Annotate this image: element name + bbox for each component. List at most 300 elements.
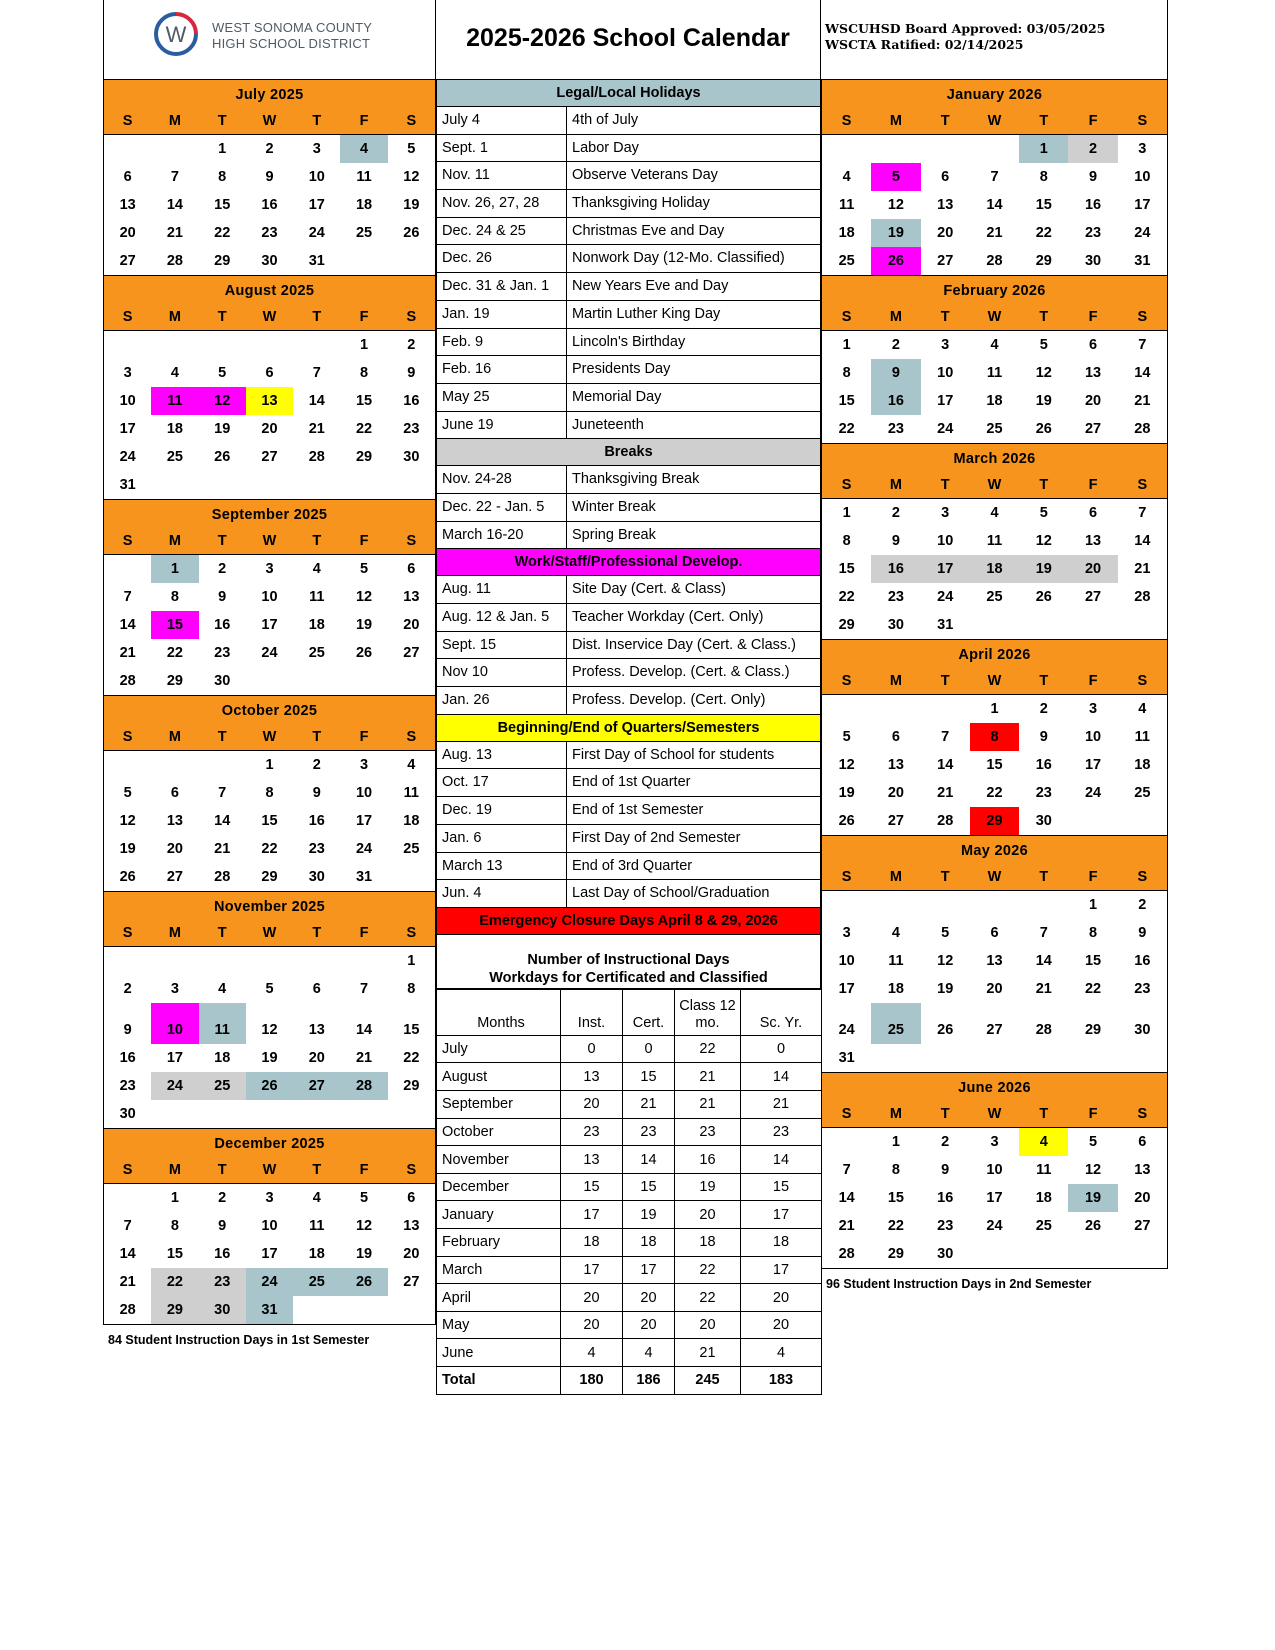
weekday-label: T [217,925,227,941]
weekday-header-row [822,472,1167,499]
day-cell: 17 [1084,757,1102,773]
week-row [822,723,1167,751]
week-row [104,975,435,1003]
weekday-label: M [889,869,902,885]
event-name: Site Day (Cert. & Class) [572,581,726,598]
day-cell [293,667,340,695]
event-row [436,687,821,715]
table-cell: 21 [623,1091,675,1119]
day-cell: 18 [970,555,1019,583]
day-cell: 25 [986,589,1003,605]
weekday-label: S [406,729,417,745]
week-row [822,247,1167,275]
weekday-label: M [168,1162,181,1178]
table-row [437,1035,822,1063]
day-cell [1118,1044,1167,1072]
week-row [822,611,1167,639]
week-row [822,1184,1167,1212]
day-cell: 15 [214,197,231,213]
week-row [822,415,1167,443]
day-cell [104,555,151,583]
day-cell: 31 [308,253,325,269]
event-date: Oct. 17 [437,769,567,796]
day-cell: 16 [937,1190,954,1206]
day-cell: 17 [261,1246,278,1262]
day-cell [871,1044,920,1072]
day-cell: 11 [199,1003,246,1044]
table-row [437,1146,822,1174]
day-cell: 3 [123,365,132,381]
day-cell: 17 [355,813,373,829]
day-cell [822,1128,871,1156]
day-cell: 24 [308,225,325,241]
day-cell [293,1296,340,1324]
day-cell: 27 [986,1022,1003,1038]
day-cell: 6 [265,365,274,381]
day-cell: 17 [1134,197,1151,213]
weekday-label: F [1088,869,1098,885]
day-cell: 13 [246,387,293,415]
day-cell: 2 [218,561,227,577]
district-logo-block [103,0,436,80]
day-cell: 30 [1134,1022,1151,1038]
day-cell: 28 [986,253,1003,269]
day-cell: 27 [166,869,183,885]
week-row [104,639,435,667]
weekday-label: F [1088,477,1098,493]
day-cell: 6 [123,169,132,185]
day-cell: 30 [887,617,904,633]
event-row [436,107,821,135]
month-title: June 2026 [822,1073,1167,1101]
day-cell: 26 [838,813,855,829]
table-cell: 17 [741,1256,822,1284]
day-cell: 17 [308,197,325,213]
month-block [821,80,1168,276]
day-cell: 23 [1035,785,1052,801]
table-cell: 20 [623,1284,675,1312]
table-cell: 22 [675,1284,741,1312]
day-cell: 21 [1134,561,1151,577]
table-cell: 19 [675,1173,741,1201]
day-cell [970,135,1019,163]
table-cell: 15 [623,1173,675,1201]
event-row [436,384,821,412]
day-cell: 31 [937,617,954,633]
table-cell: 20 [561,1284,623,1312]
table-cell: 180 [561,1367,623,1395]
day-cell: 24 [246,1268,293,1296]
day-cell [151,135,198,163]
semester-note-second: 96 Student Instruction Days in 2nd Semester [826,1277,1092,1291]
instructional-days-title-line1: Number of Instructional Days [527,951,730,968]
day-cell: 22 [403,1050,420,1066]
day-cell: 1 [170,1190,179,1206]
table-cell: 20 [561,1311,623,1339]
day-cell [293,471,340,499]
day-cell: 9 [265,169,274,185]
day-cell: 13 [1134,1162,1151,1178]
weekday-label: T [1039,673,1049,689]
table-cell: 15 [561,1173,623,1201]
day-cell: 3 [265,561,274,577]
day-cell: 6 [1138,1134,1147,1150]
day-cell: 9 [123,1022,132,1038]
month-title: March 2026 [822,444,1167,472]
day-cell: 26 [340,1268,387,1296]
day-cell: 19 [119,841,136,857]
day-cell: 4 [170,365,179,381]
day-cell: 3 [265,1190,274,1206]
weekday-label: T [940,1106,950,1122]
day-cell: 9 [941,1162,950,1178]
weekday-label: F [359,729,369,745]
event-name: End of 1st Quarter [572,774,691,791]
day-cell: 5 [265,981,274,997]
weekday-label: M [889,1106,902,1122]
weekday-label: T [217,533,227,549]
event-date: July 4 [437,107,567,134]
day-cell: 14 [119,1246,136,1262]
day-cell [199,331,246,359]
weekday-label: T [940,113,950,129]
day-cell: 15 [261,813,278,829]
event-name: Dist. Inservice Day (Cert. & Class.) [572,636,796,653]
day-cell [1118,1240,1167,1268]
day-cell: 6 [990,925,999,941]
day-cell: 12 [355,1218,373,1234]
day-cell: 8 [170,589,179,605]
day-cell: 15 [403,1022,420,1038]
section-header: Work/Staff/Professional Develop. [436,549,821,576]
day-cell: 8 [218,169,227,185]
day-cell [822,135,871,163]
day-cell: 28 [166,253,183,269]
day-cell: 12 [937,953,954,969]
day-cell: 28 [340,1072,387,1100]
weekday-label: F [359,309,369,325]
weekday-label: T [1039,869,1049,885]
day-cell: 16 [119,1050,136,1066]
event-row [436,135,821,163]
section-header: Breaks [436,439,821,466]
day-cell: 19 [1068,1184,1117,1212]
day-cell [340,667,387,695]
day-cell: 24 [986,1218,1003,1234]
day-cell: 8 [265,785,274,801]
week-row [822,1128,1167,1156]
event-date: Dec. 24 & 25 [437,218,567,245]
event-date: Jun. 4 [437,880,567,907]
day-cell: 27 [293,1072,340,1100]
day-cell: 20 [1068,555,1117,583]
day-cell: 9 [891,533,900,549]
weekday-label: S [406,925,417,941]
day-cell [388,247,435,275]
day-cell: 29 [355,449,373,465]
day-cell [246,947,293,975]
day-cell: 22 [261,841,278,857]
day-cell: 2 [1039,701,1048,717]
event-name: Teacher Workday (Cert. Only) [572,609,764,625]
table-cell: March [437,1256,561,1284]
month-title: August 2025 [104,276,435,304]
week-row [104,1072,435,1100]
day-cell: 2 [312,757,321,773]
table-cell: 4 [623,1339,675,1367]
day-cell: 26 [871,247,920,275]
day-cell [151,1100,198,1128]
day-cell: 2 [1138,897,1147,913]
weekday-label: S [1137,309,1148,325]
day-cell: 10 [1084,729,1102,745]
day-cell: 25 [403,841,420,857]
week-row [822,1212,1167,1240]
weekday-label: S [1137,673,1148,689]
day-cell [246,331,293,359]
table-cell: 4 [741,1339,822,1367]
day-cell: 8 [407,981,416,997]
weekday-label: M [889,673,902,689]
event-date: March 16-20 [437,522,567,549]
day-cell: 29 [166,673,183,689]
day-cell: 7 [842,1162,851,1178]
weekday-header-row [822,864,1167,891]
day-cell: 7 [990,169,999,185]
event-name: End of 3rd Quarter [572,857,693,874]
week-row [822,527,1167,555]
event-date: Nov. 11 [437,162,567,189]
day-cell: 10 [261,1218,278,1234]
weekday-label: F [359,533,369,549]
week-row [104,1100,435,1128]
weekday-header-row [822,1101,1167,1128]
event-name: First Day of 2nd Semester [572,829,741,846]
day-cell: 9 [407,365,416,381]
week-row [104,863,435,891]
day-cell: 2 [1068,135,1117,163]
week-row [104,191,435,219]
table-cell: 0 [561,1035,623,1063]
day-cell: 5 [871,163,920,191]
day-cell: 2 [891,505,900,521]
month-block [103,696,436,892]
day-cell: 8 [170,1218,179,1234]
day-cell: 16 [871,387,920,415]
day-cell: 28 [937,813,954,829]
day-cell: 20 [261,421,278,437]
day-cell: 5 [1039,505,1048,521]
week-row [104,1268,435,1296]
day-cell: 26 [119,869,136,885]
day-cell: 5 [407,141,416,157]
week-row [822,1156,1167,1184]
week-row [104,947,435,975]
table-cell: 18 [561,1229,623,1257]
day-cell: 20 [937,225,954,241]
day-cell: 29 [214,253,231,269]
day-cell: 17 [166,1050,183,1066]
day-cell [104,1184,151,1212]
day-cell: 29 [261,869,278,885]
table-cell: 0 [741,1035,822,1063]
day-cell: 21 [1134,393,1151,409]
month-block [821,444,1168,640]
event-date: Dec. 22 - Jan. 5 [437,494,567,521]
weekday-label: S [406,533,417,549]
day-cell: 7 [941,729,950,745]
weekday-label: W [262,729,277,745]
day-cell: 23 [887,421,904,437]
table-cell: April [437,1284,561,1312]
week-row [104,555,435,583]
day-cell: 31 [246,1296,293,1324]
table-cell: 13 [561,1063,623,1091]
table-cell: 186 [623,1367,675,1395]
day-cell: 8 [1089,925,1098,941]
day-cell: 29 [970,807,1019,835]
day-cell: 11 [838,197,855,213]
weekday-label: W [987,477,1002,493]
table-cell: 20 [741,1284,822,1312]
day-cell: 18 [838,225,855,241]
table-cell: 22 [675,1256,741,1284]
table-cell: 23 [675,1118,741,1146]
district-name [212,20,372,52]
day-cell: 9 [1138,925,1147,941]
event-date: May 25 [437,384,567,411]
table-cell: 23 [623,1118,675,1146]
day-cell: 25 [1035,1218,1052,1234]
day-cell: 20 [403,617,420,633]
day-cell [822,695,871,723]
month-title: October 2025 [104,696,435,724]
column-header: Sc. Yr. [741,989,822,1035]
day-cell: 16 [308,813,325,829]
week-row [104,471,435,499]
day-cell: 8 [842,365,851,381]
day-cell: 11 [151,387,198,415]
week-row [104,135,435,163]
table-cell: 21 [675,1091,741,1119]
week-row [822,1240,1167,1268]
day-cell: 20 [1084,393,1102,409]
weekday-header-row [822,668,1167,695]
day-cell [1019,1044,1068,1072]
day-cell: 23 [119,1078,136,1094]
event-date: Aug. 12 & Jan. 5 [437,604,567,631]
table-cell: 17 [623,1256,675,1284]
week-row [104,331,435,359]
day-cell: 3 [1089,701,1098,717]
day-cell: 31 [1134,253,1151,269]
day-cell: 22 [214,225,231,241]
right-months-column [821,80,1168,1291]
day-cell: 30 [403,449,420,465]
weekday-header-row [104,724,435,751]
day-cell: 31 [838,1050,855,1066]
event-date: Nov 10 [437,659,567,686]
approval-text [825,21,1105,53]
day-cell: 13 [937,197,954,213]
event-name: Christmas Eve and Day [572,222,725,239]
day-cell [104,135,151,163]
day-cell: 24 [838,1022,855,1038]
day-cell [1068,1240,1117,1268]
day-cell: 3 [941,505,950,521]
weekday-label: T [940,309,950,325]
day-cell: 24 [1084,785,1102,801]
weekday-label: W [987,673,1002,689]
weekday-label: F [359,113,369,129]
day-cell: 12 [1035,365,1052,381]
day-cell: 23 [308,841,325,857]
event-date: Nov. 24-28 [437,466,567,493]
day-cell: 7 [1138,337,1147,353]
day-cell [246,471,293,499]
day-cell [104,947,151,975]
day-cell: 3 [941,337,950,353]
weekday-label: W [987,1106,1002,1122]
day-cell [199,1100,246,1128]
table-cell: 20 [675,1201,741,1229]
table-cell: 20 [675,1311,741,1339]
day-cell: 4 [842,169,851,185]
day-cell: 8 [891,1162,900,1178]
day-cell: 13 [1084,365,1102,381]
left-months-column [103,80,436,1347]
day-cell: 14 [308,393,325,409]
column-header: Cert. [623,989,675,1035]
day-cell: 11 [1134,729,1150,745]
day-cell: 8 [360,365,369,381]
weekday-label: F [1088,309,1098,325]
day-cell [199,471,246,499]
weekday-label: F [1088,113,1098,129]
day-cell: 19 [355,617,373,633]
day-cell: 21 [355,1050,373,1066]
table-cell: 18 [741,1229,822,1257]
event-row [436,245,821,273]
day-cell: 4 [407,757,416,773]
table-cell: 17 [741,1201,822,1229]
day-cell: 25 [355,225,373,241]
day-cell [388,1296,435,1324]
event-name: Spring Break [572,526,656,543]
week-row [104,1184,435,1212]
day-cell: 25 [986,421,1003,437]
table-cell: 16 [675,1146,741,1174]
day-cell: 29 [838,617,855,633]
day-cell [104,751,151,779]
event-row [436,604,821,632]
wscta-ratified: WSCTA Ratified: 02/14/2025 [825,37,1024,52]
weekday-label: S [406,113,417,129]
day-cell: 6 [407,1190,416,1206]
day-cell: 13 [1084,533,1102,549]
day-cell: 27 [887,813,904,829]
day-cell: 10 [261,589,278,605]
day-cell: 30 [1084,253,1102,269]
holidays-column [436,80,821,1395]
weekday-label: W [262,309,277,325]
table-cell: May [437,1311,561,1339]
day-cell: 6 [170,785,179,801]
day-cell: 27 [1134,1218,1151,1234]
column-header: Class 12 mo. [675,989,741,1035]
week-row [104,1044,435,1072]
day-cell: 24 [261,645,278,661]
